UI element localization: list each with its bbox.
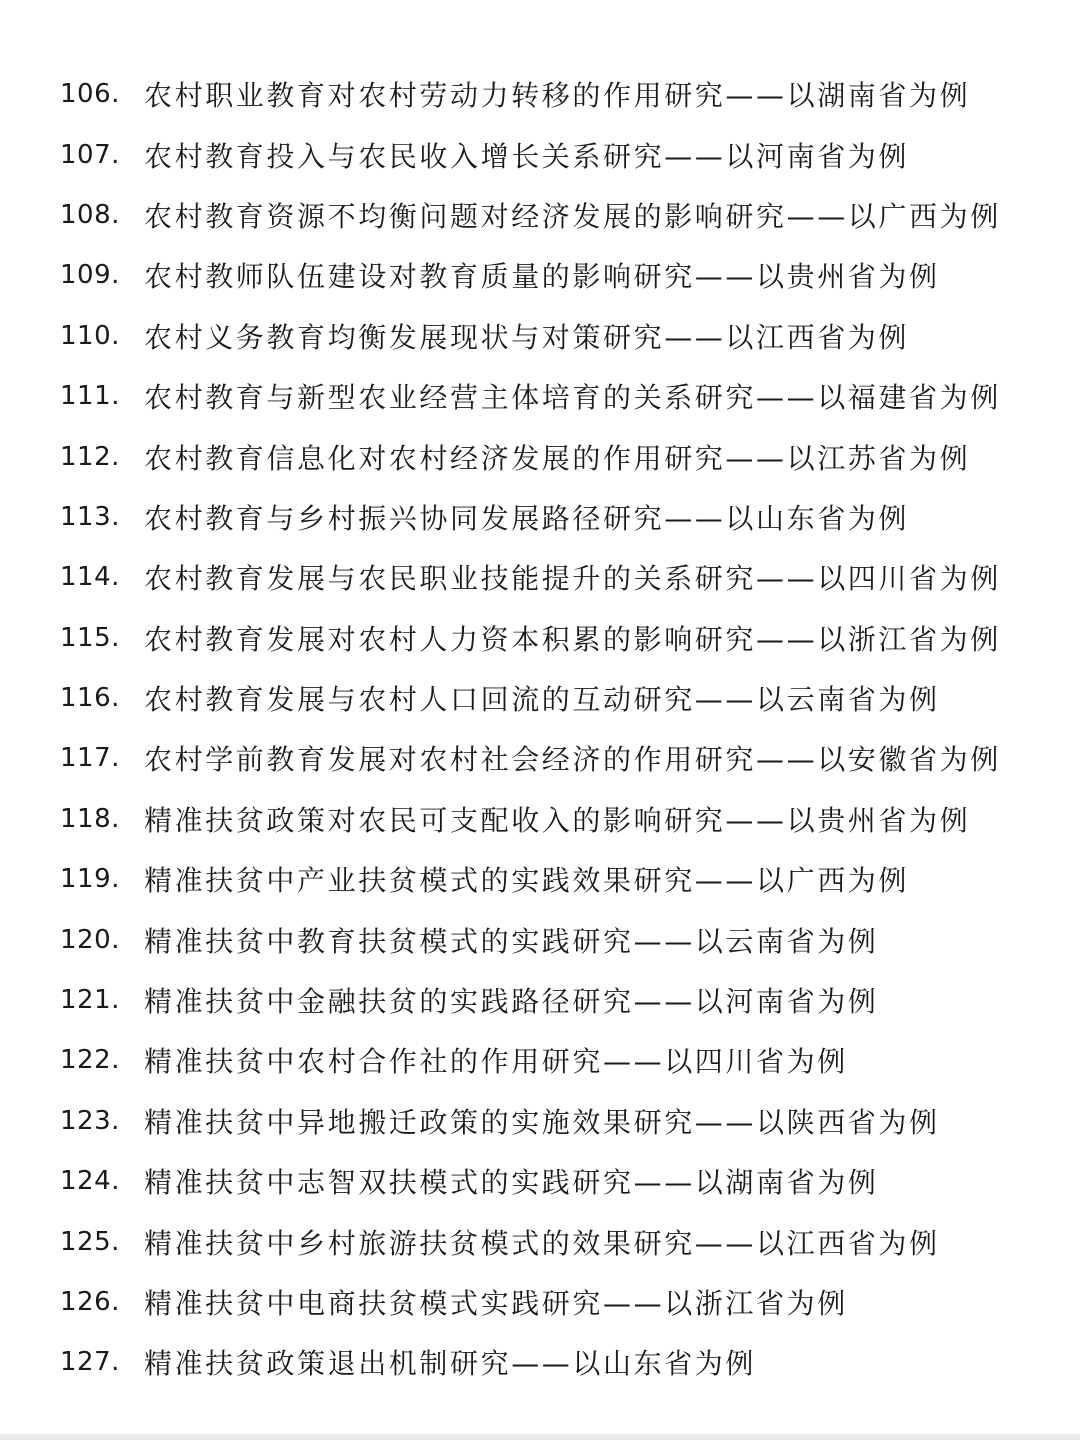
item-number: 120. (60, 924, 120, 955)
item-number: 113. (60, 501, 120, 532)
item-number: 106. (60, 79, 120, 110)
list-item (0, 487, 1080, 547)
item-title: 精准扶贫政策对农民可支配收入的影响研究——以贵州省为例 (144, 803, 971, 837)
item-number: 108. (60, 199, 120, 230)
item-number: 119. (60, 864, 120, 895)
list-item (0, 1030, 1080, 1090)
item-number: 114. (60, 562, 120, 593)
item-title: 农村职业教育对农村劳动力转移的作用研究——以湖南省为例 (144, 79, 971, 113)
list-item (0, 728, 1080, 788)
item-number: 123. (60, 1105, 120, 1136)
item-title: 精准扶贫政策退出机制研究——以山东省为例 (144, 1347, 757, 1381)
item-number: 124. (60, 1166, 120, 1197)
item-title: 农村义务教育均衡发展现状与对策研究——以江西省为例 (144, 320, 910, 354)
list-item (0, 1272, 1080, 1332)
list-item (0, 1211, 1080, 1271)
item-title: 农村教育信息化对农村经济发展的作用研究——以江苏省为例 (144, 441, 971, 475)
item-title: 农村教育发展与农村人口回流的互动研究——以云南省为例 (144, 683, 940, 717)
item-number: 116. (60, 683, 120, 714)
item-title: 农村教育资源不均衡问题对经济发展的影响研究——以广西为例 (144, 199, 1001, 233)
item-number: 125. (60, 1226, 120, 1257)
list-item (0, 1091, 1080, 1151)
list-item (0, 1332, 1080, 1392)
item-title: 农村教育发展对农村人力资本积累的影响研究——以浙江省为例 (144, 622, 1001, 656)
item-number: 112. (60, 441, 120, 472)
list-item (0, 970, 1080, 1030)
item-title: 农村教育发展与农民职业技能提升的关系研究——以四川省为例 (144, 562, 1001, 596)
list-item (0, 124, 1080, 184)
item-number: 127. (60, 1347, 120, 1378)
list-item (0, 668, 1080, 728)
item-title: 精准扶贫中教育扶贫模式的实践研究——以云南省为例 (144, 924, 879, 958)
bottom-divider (0, 1434, 1080, 1440)
list-item (0, 909, 1080, 969)
item-title: 农村教育与乡村振兴协同发展路径研究——以山东省为例 (144, 501, 910, 535)
item-title: 农村教育与新型农业经营主体培育的关系研究——以福建省为例 (144, 381, 1001, 415)
list-item (0, 185, 1080, 245)
item-number: 122. (60, 1045, 120, 1076)
list-item (0, 789, 1080, 849)
item-number: 107. (60, 139, 120, 170)
item-number: 126. (60, 1287, 120, 1317)
item-number: 121. (60, 985, 120, 1016)
list-item (0, 306, 1080, 366)
list-item (0, 547, 1080, 607)
item-title: 精准扶贫中电商扶贫模式实践研究——以浙江省为例 (144, 1287, 848, 1320)
list-item (0, 426, 1080, 486)
item-title: 农村教师队伍建设对教育质量的影响研究——以贵州省为例 (144, 260, 940, 294)
item-number: 110. (60, 320, 120, 351)
list-item (0, 245, 1080, 305)
list-item (0, 849, 1080, 909)
list-item (0, 1151, 1080, 1211)
item-number: 109. (60, 260, 120, 291)
item-title: 精准扶贫中产业扶贫模式的实践效果研究——以广西为例 (144, 864, 910, 898)
item-title: 精准扶贫中农村合作社的作用研究——以四川省为例 (144, 1045, 848, 1079)
list-item (0, 366, 1080, 426)
list-item (0, 64, 1080, 124)
item-number: 115. (60, 622, 120, 653)
list-item (0, 608, 1080, 668)
item-number: 111. (60, 381, 120, 412)
item-title: 农村教育投入与农民收入增长关系研究——以河南省为例 (144, 139, 910, 173)
item-title: 精准扶贫中志智双扶模式的实践研究——以湖南省为例 (144, 1166, 879, 1200)
topic-list (0, 64, 1080, 1393)
item-title: 精准扶贫中乡村旅游扶贫模式的效果研究——以江西省为例 (144, 1226, 940, 1260)
item-title: 精准扶贫中金融扶贫的实践路径研究——以河南省为例 (144, 985, 879, 1019)
item-title: 农村学前教育发展对农村社会经济的作用研究——以安徽省为例 (144, 743, 1001, 777)
item-number: 117. (60, 743, 120, 774)
item-number: 118. (60, 803, 120, 834)
item-title: 精准扶贫中异地搬迁政策的实施效果研究——以陕西省为例 (144, 1105, 940, 1139)
